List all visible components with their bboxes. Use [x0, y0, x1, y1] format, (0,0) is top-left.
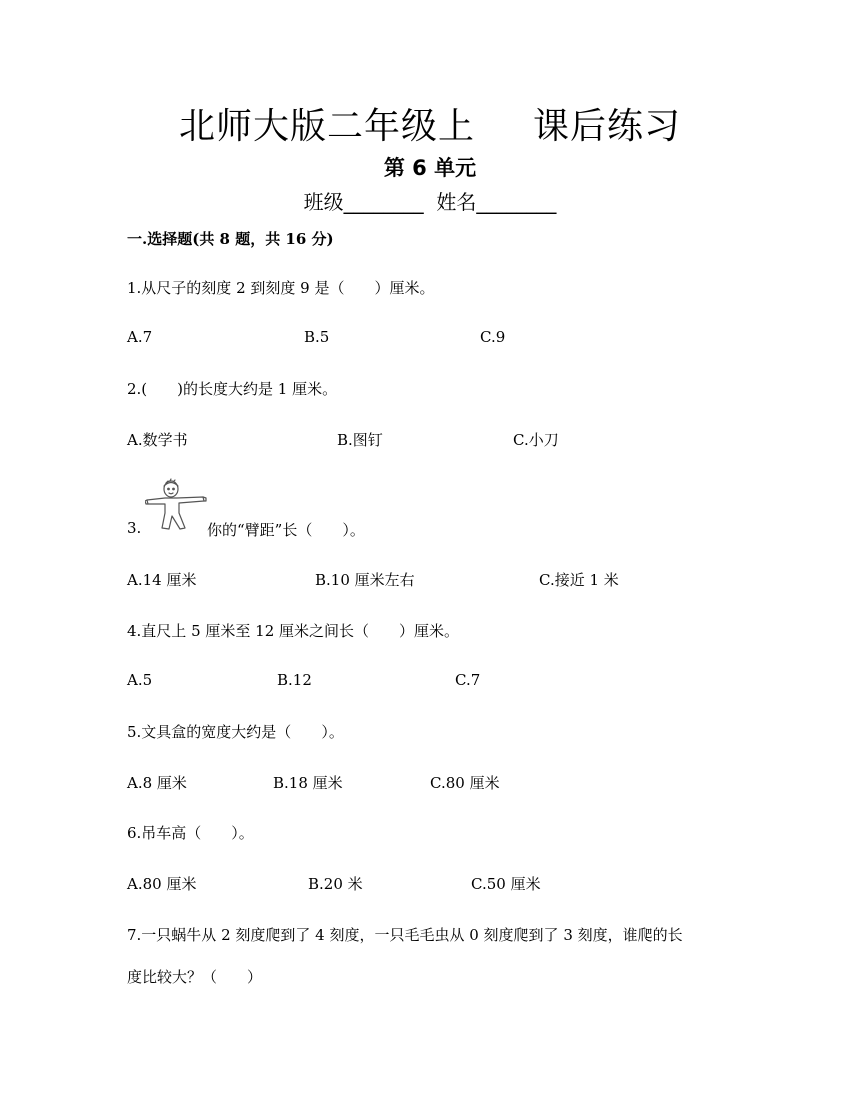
title-right: 课后练习 [533, 106, 682, 147]
question-3-option-c: C.接近 1 米 [539, 571, 619, 589]
question-2-option-a: A.数学书 [127, 431, 188, 449]
question-1-stem: 1.从尺子的刻度 2 到刻度 9 是（ ）厘米。 [127, 279, 435, 297]
question-4-option-b: B.12 [277, 671, 312, 689]
person-arms-outstretched-icon [145, 477, 207, 533]
class-name-line [0, 186, 860, 215]
page-title [0, 98, 860, 149]
question-3-stem: 你的“臂距”长（ ）。 [207, 521, 365, 539]
unit-subtitle: 第 6 单元 [383, 156, 477, 180]
question-2-option-c: C.小刀 [513, 431, 559, 449]
question-1-option-b: B.5 [304, 328, 330, 346]
question-6-option-b: B.20 米 [308, 875, 363, 893]
question-2-option-b: B.图钉 [337, 431, 383, 449]
question-3-number: 3. [127, 519, 142, 537]
question-5-option-b: B.18 厘米 [273, 774, 343, 792]
question-3-option-a: A.14 厘米 [127, 571, 197, 589]
question-4-stem: 4.直尺上 5 厘米至 12 厘米之间长（ ）厘米。 [127, 622, 460, 640]
question-2-stem: 2.( )的长度大约是 1 厘米。 [127, 380, 338, 398]
question-6-option-a: A.80 厘米 [127, 875, 197, 893]
question-6-stem: 6.吊车高（ ）。 [127, 824, 254, 842]
class-field: 班级________ [303, 190, 424, 214]
name-field: 姓名________ [436, 190, 557, 214]
question-5-option-c: C.80 厘米 [430, 774, 500, 792]
question-7-stem-line1: 7.一只蜗牛从 2 刻度爬到了 4 刻度，一只毛毛虫从 0 刻度爬到了 3 刻度，谁爬的长 [127, 926, 683, 944]
question-6-option-c: C.50 厘米 [471, 875, 541, 893]
section-heading: 一.选择题(共 8 题，共 16 分) [127, 230, 334, 248]
question-4-option-c: C.7 [455, 671, 481, 689]
question-4-option-a: A.5 [127, 671, 153, 689]
question-5-option-a: A.8 厘米 [127, 774, 187, 792]
question-3-option-b: B.10 厘米左右 [315, 571, 415, 589]
question-1-option-a: A.7 [127, 328, 153, 346]
question-1-option-c: C.9 [480, 328, 506, 346]
question-5-stem: 5.文具盒的宽度大约是（ ）。 [127, 723, 344, 741]
title-main: 北师大版二年级上 [178, 106, 475, 147]
question-7-stem-line2: 度比较大？（ ） [127, 968, 263, 986]
